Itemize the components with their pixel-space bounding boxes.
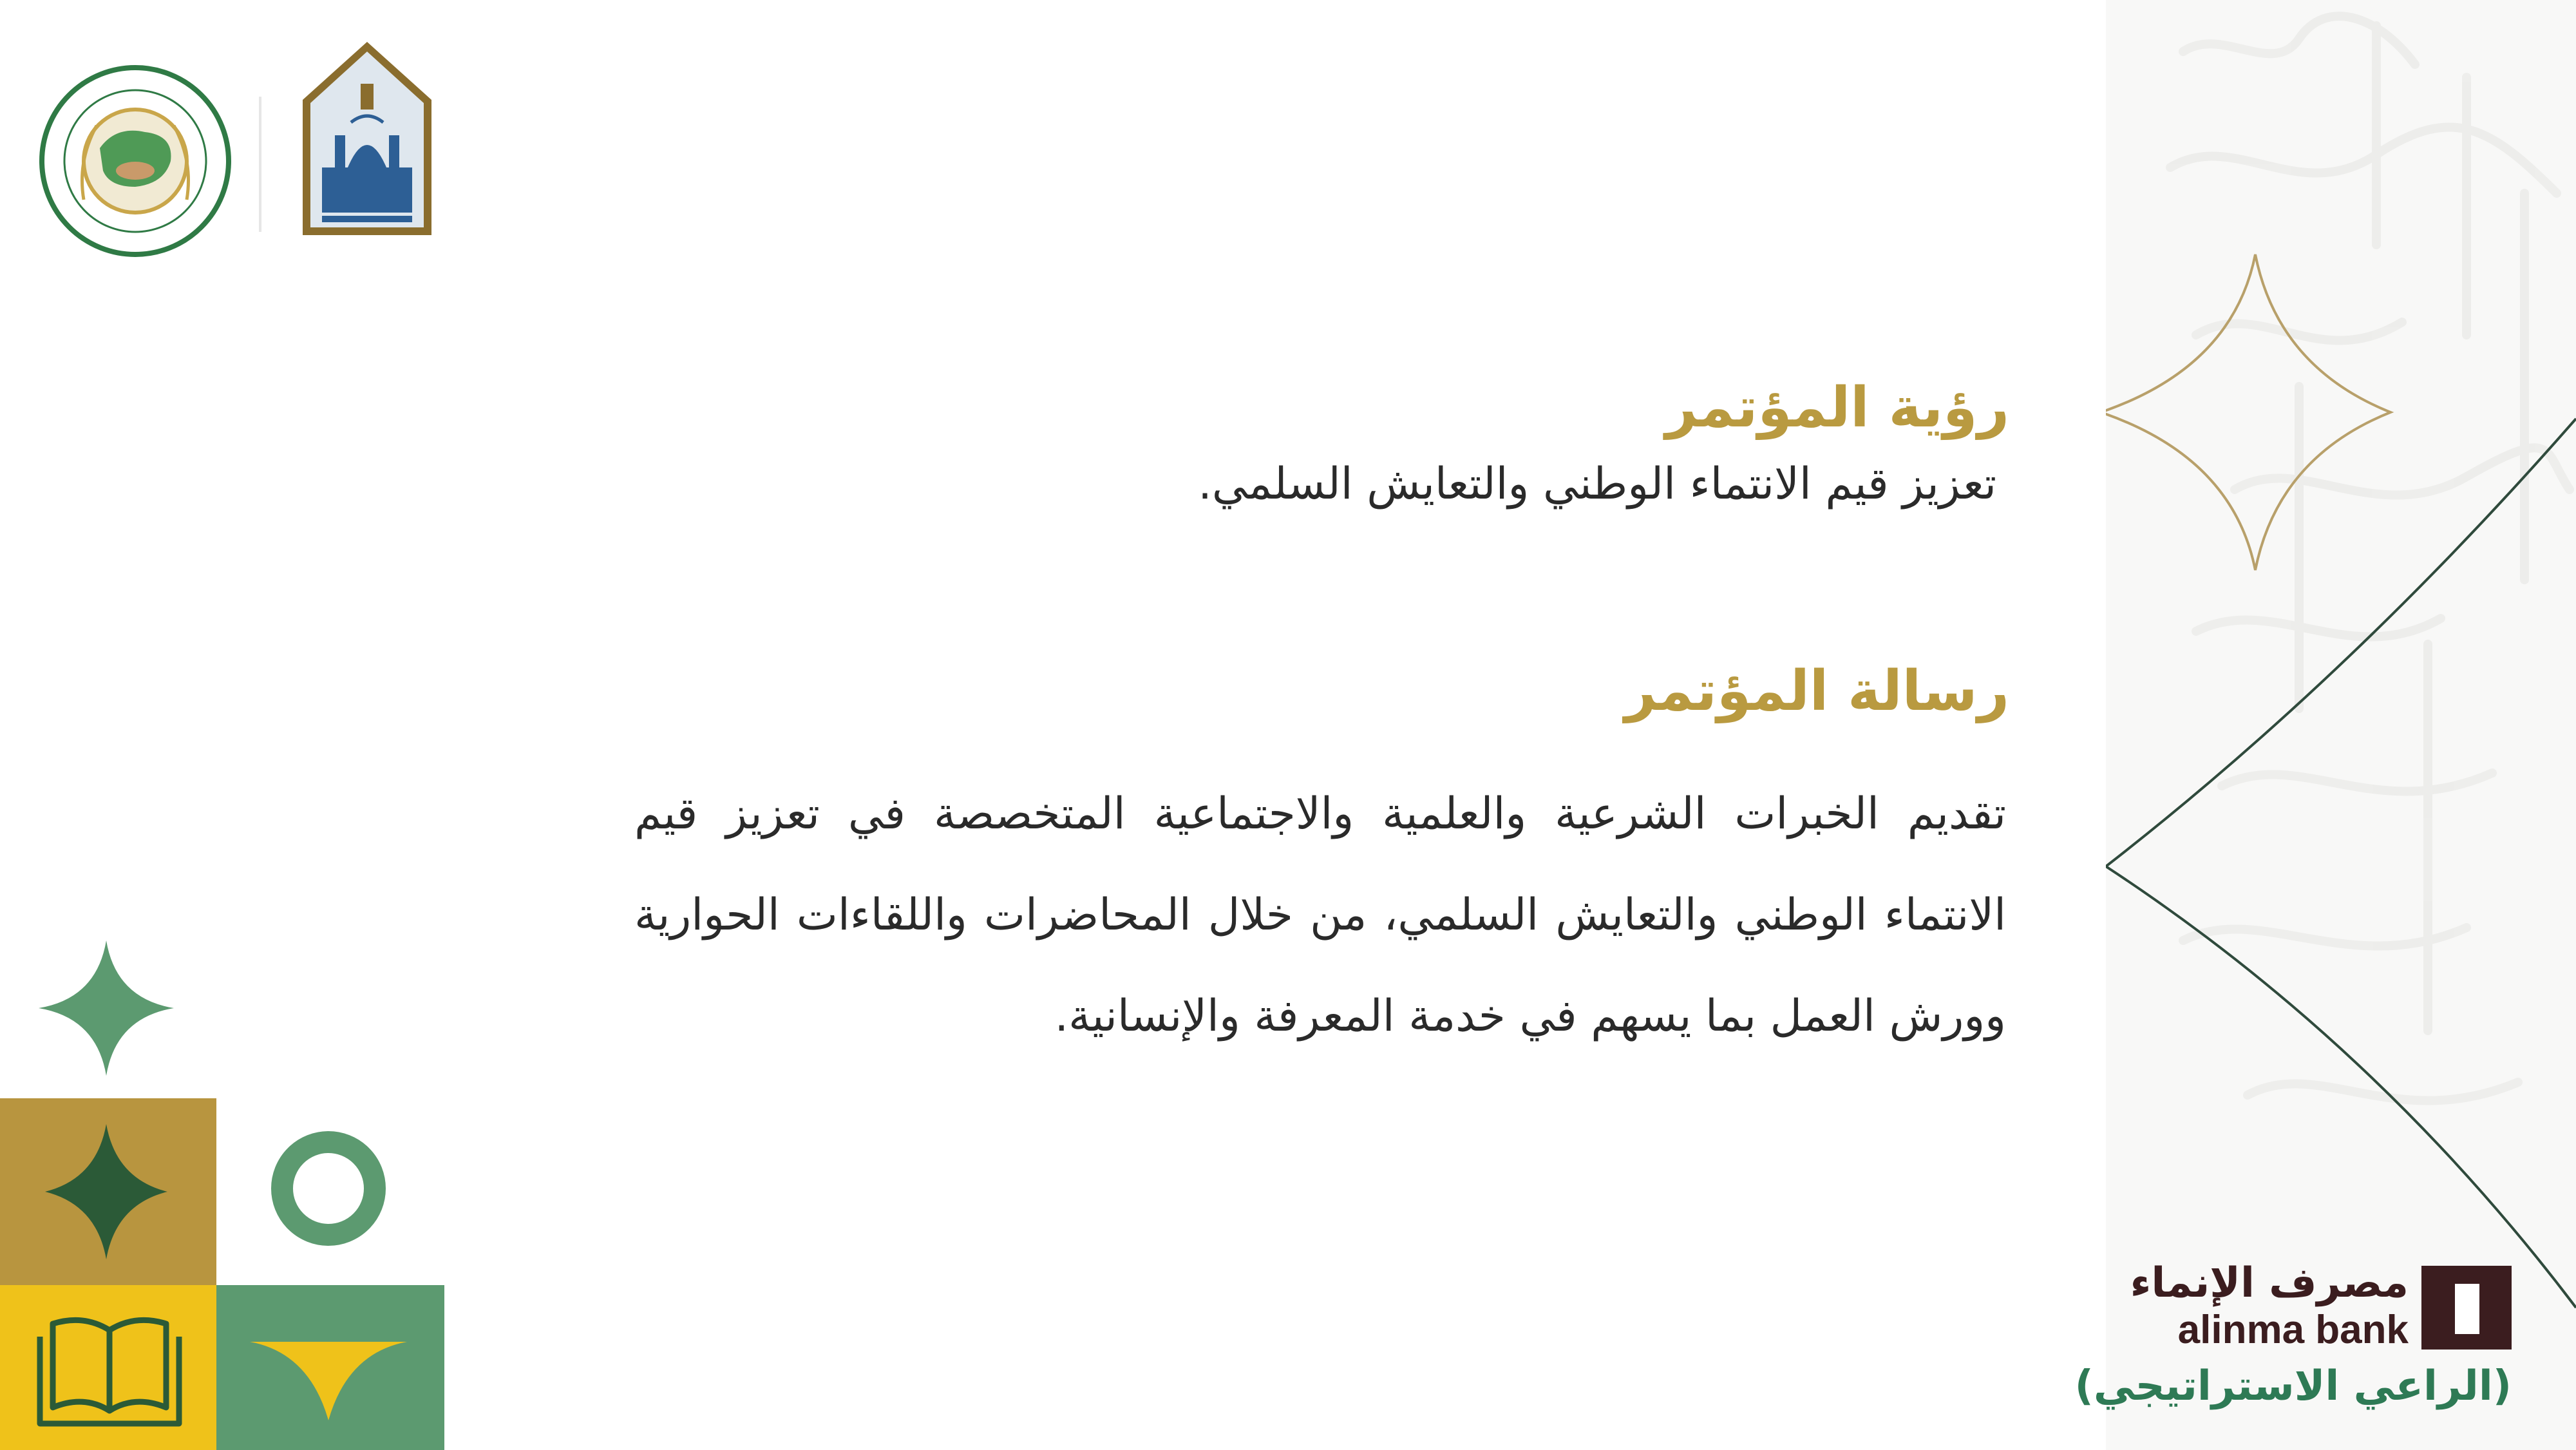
mission-text: تقديم الخبرات الشرعية والعلمية والاجتماعية المتخصصة في تعزيز قيم الانتماء الوطني والتعايش السلمي، من خلال المحاضرات واللقاءات الحوارية وورش العمل بما يسهم في خدمة المعرفة والإنسانية. bbox=[634, 788, 2006, 1042]
sponsor-name-arabic: مصرف الإنماء bbox=[2130, 1259, 2409, 1307]
alinma-bank-logo-icon bbox=[2421, 1266, 2512, 1350]
sponsor-role: (الراعي الاستراتيجي) bbox=[2074, 1362, 2512, 1410]
mission-heading: رسالة المؤتمر bbox=[1624, 659, 2009, 723]
conference-logo bbox=[39, 64, 232, 258]
sponsor-block bbox=[2074, 1259, 2512, 1414]
decorative-right-band bbox=[2106, 0, 2576, 1450]
decorative-tile-pattern bbox=[0, 937, 444, 1450]
university-logo bbox=[296, 39, 438, 242]
logo-divider bbox=[259, 97, 261, 232]
vision-text: تعزيز قيم الانتماء الوطني والتعايش السلمي. bbox=[1198, 459, 1996, 510]
sponsor-name-english: alinma bank bbox=[2177, 1308, 2409, 1352]
vision-heading: رؤية المؤتمر bbox=[1665, 376, 2009, 440]
